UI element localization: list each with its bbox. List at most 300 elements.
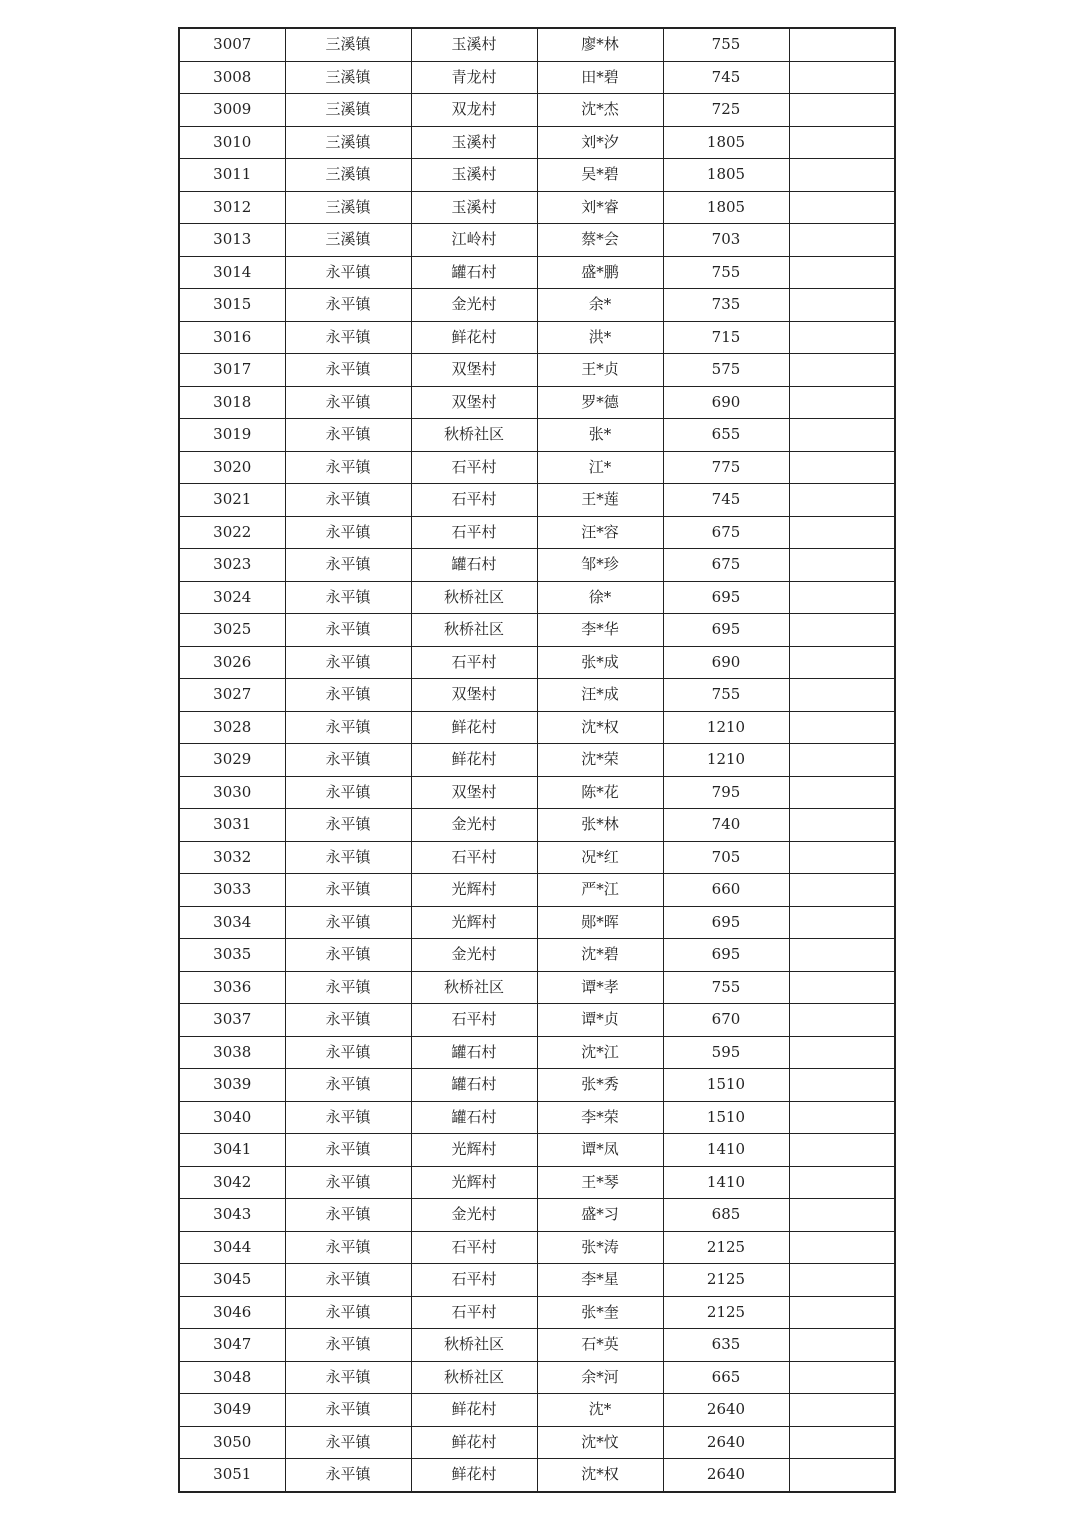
table-row (179, 419, 895, 452)
cell-village: 金光村 (411, 1199, 537, 1232)
cell-village: 秋桥社区 (411, 971, 537, 1004)
cell-person-name: 谭*孝 (537, 971, 663, 1004)
cell-amount: 1410 (663, 1134, 789, 1167)
table-row (179, 94, 895, 127)
cell-person-name: 余* (537, 289, 663, 322)
cell-note (789, 1296, 895, 1329)
cell-amount: 660 (663, 874, 789, 907)
cell-note (789, 1004, 895, 1037)
cell-town: 永平镇 (285, 971, 411, 1004)
cell-note (789, 191, 895, 224)
cell-town: 永平镇 (285, 1426, 411, 1459)
cell-village: 鲜花村 (411, 321, 537, 354)
table-row (179, 386, 895, 419)
cell-amount: 735 (663, 289, 789, 322)
cell-village: 玉溪村 (411, 28, 537, 61)
cell-person-name: 蔡*会 (537, 224, 663, 257)
cell-note (789, 549, 895, 582)
cell-amount: 1210 (663, 744, 789, 777)
cell-serial-number: 3042 (179, 1166, 285, 1199)
table-body (179, 28, 895, 1492)
cell-village: 石平村 (411, 1296, 537, 1329)
cell-amount: 1210 (663, 711, 789, 744)
cell-village: 玉溪村 (411, 159, 537, 192)
cell-person-name: 王*莲 (537, 484, 663, 517)
table-row (179, 549, 895, 582)
cell-town: 永平镇 (285, 1394, 411, 1427)
cell-town: 永平镇 (285, 874, 411, 907)
cell-town: 永平镇 (285, 646, 411, 679)
cell-village: 鲜花村 (411, 1426, 537, 1459)
cell-town: 永平镇 (285, 256, 411, 289)
cell-town: 永平镇 (285, 289, 411, 322)
cell-person-name: 汪*成 (537, 679, 663, 712)
cell-serial-number: 3026 (179, 646, 285, 679)
cell-amount: 703 (663, 224, 789, 257)
cell-person-name: 沈*江 (537, 1036, 663, 1069)
cell-note (789, 419, 895, 452)
table-row (179, 1394, 895, 1427)
cell-serial-number: 3049 (179, 1394, 285, 1427)
table-row (179, 354, 895, 387)
cell-village: 罐石村 (411, 1036, 537, 1069)
cell-town: 三溪镇 (285, 94, 411, 127)
cell-person-name: 石*英 (537, 1329, 663, 1362)
cell-note (789, 159, 895, 192)
cell-person-name: 吴*碧 (537, 159, 663, 192)
cell-note (789, 386, 895, 419)
cell-serial-number: 3045 (179, 1264, 285, 1297)
cell-person-name: 陈*花 (537, 776, 663, 809)
cell-person-name: 张*林 (537, 809, 663, 842)
cell-serial-number: 3031 (179, 809, 285, 842)
cell-person-name: 张*涛 (537, 1231, 663, 1264)
cell-person-name: 刘*汐 (537, 126, 663, 159)
table-row (179, 744, 895, 777)
cell-village: 秋桥社区 (411, 581, 537, 614)
cell-person-name: 李*荣 (537, 1101, 663, 1134)
cell-town: 永平镇 (285, 1004, 411, 1037)
cell-amount: 2640 (663, 1394, 789, 1427)
cell-person-name: 盛*习 (537, 1199, 663, 1232)
cell-serial-number: 3037 (179, 1004, 285, 1037)
cell-note (789, 484, 895, 517)
cell-amount: 775 (663, 451, 789, 484)
cell-town: 三溪镇 (285, 126, 411, 159)
cell-person-name: 况*红 (537, 841, 663, 874)
cell-note (789, 126, 895, 159)
cell-amount: 725 (663, 94, 789, 127)
cell-note (789, 1231, 895, 1264)
cell-person-name: 罗*德 (537, 386, 663, 419)
cell-town: 永平镇 (285, 809, 411, 842)
table-row (179, 939, 895, 972)
cell-village: 双堡村 (411, 679, 537, 712)
cell-note (789, 809, 895, 842)
document-page (178, 27, 894, 1493)
cell-person-name: 王*贞 (537, 354, 663, 387)
cell-note (789, 289, 895, 322)
cell-amount: 1510 (663, 1101, 789, 1134)
table-row (179, 256, 895, 289)
cell-amount: 695 (663, 906, 789, 939)
table-row (179, 1264, 895, 1297)
cell-serial-number: 3039 (179, 1069, 285, 1102)
cell-amount: 795 (663, 776, 789, 809)
cell-person-name: 盛*鹏 (537, 256, 663, 289)
cell-town: 永平镇 (285, 614, 411, 647)
cell-note (789, 94, 895, 127)
table-row (179, 191, 895, 224)
cell-town: 永平镇 (285, 1166, 411, 1199)
cell-amount: 675 (663, 549, 789, 582)
cell-town: 永平镇 (285, 939, 411, 972)
cell-amount: 665 (663, 1361, 789, 1394)
cell-note (789, 28, 895, 61)
cell-serial-number: 3047 (179, 1329, 285, 1362)
table-row (179, 679, 895, 712)
cell-person-name: 张*成 (537, 646, 663, 679)
table-row (179, 1296, 895, 1329)
table-row (179, 1459, 895, 1492)
cell-town: 三溪镇 (285, 159, 411, 192)
cell-amount: 755 (663, 679, 789, 712)
cell-amount: 755 (663, 971, 789, 1004)
cell-town: 永平镇 (285, 549, 411, 582)
cell-serial-number: 3048 (179, 1361, 285, 1394)
cell-serial-number: 3043 (179, 1199, 285, 1232)
cell-serial-number: 3016 (179, 321, 285, 354)
cell-village: 金光村 (411, 289, 537, 322)
cell-village: 石平村 (411, 1231, 537, 1264)
cell-note (789, 841, 895, 874)
cell-person-name: 沈*忟 (537, 1426, 663, 1459)
data-table (178, 27, 896, 1493)
cell-amount: 690 (663, 646, 789, 679)
cell-town: 永平镇 (285, 679, 411, 712)
cell-town: 永平镇 (285, 386, 411, 419)
cell-person-name: 王*琴 (537, 1166, 663, 1199)
cell-village: 鲜花村 (411, 744, 537, 777)
cell-town: 永平镇 (285, 711, 411, 744)
cell-town: 永平镇 (285, 1134, 411, 1167)
cell-village: 石平村 (411, 1264, 537, 1297)
cell-person-name: 李*华 (537, 614, 663, 647)
cell-serial-number: 3023 (179, 549, 285, 582)
cell-note (789, 1036, 895, 1069)
cell-serial-number: 3030 (179, 776, 285, 809)
table-row (179, 1361, 895, 1394)
cell-person-name: 江* (537, 451, 663, 484)
cell-amount: 715 (663, 321, 789, 354)
cell-amount: 2125 (663, 1264, 789, 1297)
cell-serial-number: 3011 (179, 159, 285, 192)
cell-amount: 695 (663, 939, 789, 972)
cell-note (789, 1166, 895, 1199)
cell-note (789, 516, 895, 549)
cell-serial-number: 3038 (179, 1036, 285, 1069)
cell-person-name: 沈*碧 (537, 939, 663, 972)
cell-amount: 2640 (663, 1426, 789, 1459)
cell-serial-number: 3022 (179, 516, 285, 549)
cell-amount: 690 (663, 386, 789, 419)
cell-serial-number: 3014 (179, 256, 285, 289)
cell-person-name: 沈* (537, 1394, 663, 1427)
cell-note (789, 256, 895, 289)
table-row (179, 1166, 895, 1199)
cell-village: 双堡村 (411, 354, 537, 387)
cell-serial-number: 3007 (179, 28, 285, 61)
cell-person-name: 谭*凤 (537, 1134, 663, 1167)
table-row (179, 906, 895, 939)
cell-amount: 755 (663, 28, 789, 61)
cell-note (789, 1329, 895, 1362)
cell-town: 永平镇 (285, 744, 411, 777)
cell-person-name: 田*碧 (537, 61, 663, 94)
cell-village: 玉溪村 (411, 191, 537, 224)
cell-note (789, 581, 895, 614)
table-row (179, 614, 895, 647)
cell-serial-number: 3018 (179, 386, 285, 419)
cell-note (789, 321, 895, 354)
cell-note (789, 224, 895, 257)
cell-person-name: 谭*贞 (537, 1004, 663, 1037)
cell-person-name: 沈*荣 (537, 744, 663, 777)
cell-town: 永平镇 (285, 1296, 411, 1329)
cell-amount: 695 (663, 581, 789, 614)
table-row (179, 224, 895, 257)
cell-village: 金光村 (411, 939, 537, 972)
cell-note (789, 939, 895, 972)
cell-amount: 1410 (663, 1166, 789, 1199)
table-row (179, 126, 895, 159)
table-row (179, 1329, 895, 1362)
cell-serial-number: 3020 (179, 451, 285, 484)
cell-person-name: 刘*睿 (537, 191, 663, 224)
cell-amount: 2125 (663, 1231, 789, 1264)
cell-village: 光辉村 (411, 906, 537, 939)
cell-town: 永平镇 (285, 451, 411, 484)
cell-town: 永平镇 (285, 1036, 411, 1069)
cell-village: 石平村 (411, 646, 537, 679)
cell-person-name: 廖*林 (537, 28, 663, 61)
cell-serial-number: 3008 (179, 61, 285, 94)
cell-village: 双堡村 (411, 386, 537, 419)
cell-town: 永平镇 (285, 1199, 411, 1232)
cell-person-name: 张* (537, 419, 663, 452)
cell-village: 光辉村 (411, 1166, 537, 1199)
cell-village: 江岭村 (411, 224, 537, 257)
cell-amount: 705 (663, 841, 789, 874)
cell-village: 石平村 (411, 484, 537, 517)
table-row (179, 1036, 895, 1069)
cell-town: 永平镇 (285, 1264, 411, 1297)
cell-town: 永平镇 (285, 776, 411, 809)
cell-town: 三溪镇 (285, 191, 411, 224)
cell-person-name: 沈*权 (537, 711, 663, 744)
cell-note (789, 776, 895, 809)
table-row (179, 1004, 895, 1037)
cell-village: 罐石村 (411, 256, 537, 289)
cell-town: 永平镇 (285, 1231, 411, 1264)
table-row (179, 841, 895, 874)
cell-amount: 595 (663, 1036, 789, 1069)
cell-serial-number: 3032 (179, 841, 285, 874)
cell-town: 永平镇 (285, 516, 411, 549)
cell-serial-number: 3044 (179, 1231, 285, 1264)
cell-person-name: 汪*容 (537, 516, 663, 549)
table-row (179, 874, 895, 907)
cell-village: 双龙村 (411, 94, 537, 127)
cell-village: 光辉村 (411, 874, 537, 907)
cell-note (789, 874, 895, 907)
cell-town: 永平镇 (285, 484, 411, 517)
cell-serial-number: 3015 (179, 289, 285, 322)
table-row (179, 1134, 895, 1167)
cell-amount: 655 (663, 419, 789, 452)
cell-village: 石平村 (411, 841, 537, 874)
cell-amount: 670 (663, 1004, 789, 1037)
cell-amount: 745 (663, 61, 789, 94)
cell-town: 三溪镇 (285, 224, 411, 257)
cell-village: 罐石村 (411, 1101, 537, 1134)
table-row (179, 1231, 895, 1264)
cell-serial-number: 3012 (179, 191, 285, 224)
cell-serial-number: 3013 (179, 224, 285, 257)
cell-amount: 675 (663, 516, 789, 549)
cell-amount: 685 (663, 1199, 789, 1232)
cell-person-name: 郧*晖 (537, 906, 663, 939)
cell-note (789, 1264, 895, 1297)
cell-village: 罐石村 (411, 549, 537, 582)
cell-serial-number: 3050 (179, 1426, 285, 1459)
cell-amount: 695 (663, 614, 789, 647)
table-row (179, 711, 895, 744)
cell-village: 秋桥社区 (411, 1361, 537, 1394)
cell-village: 鲜花村 (411, 1394, 537, 1427)
cell-town: 永平镇 (285, 1361, 411, 1394)
cell-note (789, 61, 895, 94)
cell-village: 秋桥社区 (411, 1329, 537, 1362)
cell-note (789, 614, 895, 647)
table-row (179, 484, 895, 517)
cell-town: 永平镇 (285, 1459, 411, 1492)
cell-serial-number: 3046 (179, 1296, 285, 1329)
cell-serial-number: 3021 (179, 484, 285, 517)
cell-town: 永平镇 (285, 1069, 411, 1102)
cell-person-name: 徐* (537, 581, 663, 614)
cell-note (789, 1134, 895, 1167)
table-row (179, 1199, 895, 1232)
cell-note (789, 354, 895, 387)
cell-town: 永平镇 (285, 354, 411, 387)
cell-note (789, 1459, 895, 1492)
cell-amount: 1805 (663, 191, 789, 224)
cell-person-name: 沈*杰 (537, 94, 663, 127)
table-row (179, 451, 895, 484)
cell-serial-number: 3034 (179, 906, 285, 939)
cell-village: 秋桥社区 (411, 419, 537, 452)
table-row (179, 61, 895, 94)
cell-amount: 1805 (663, 159, 789, 192)
cell-note (789, 906, 895, 939)
cell-town: 永平镇 (285, 419, 411, 452)
cell-note (789, 1426, 895, 1459)
cell-village: 石平村 (411, 1004, 537, 1037)
cell-village: 鲜花村 (411, 1459, 537, 1492)
cell-serial-number: 3010 (179, 126, 285, 159)
cell-serial-number: 3024 (179, 581, 285, 614)
cell-serial-number: 3028 (179, 711, 285, 744)
cell-amount: 1805 (663, 126, 789, 159)
table-row (179, 1426, 895, 1459)
cell-note (789, 679, 895, 712)
cell-amount: 635 (663, 1329, 789, 1362)
table-row (179, 1069, 895, 1102)
table-row (179, 289, 895, 322)
cell-town: 永平镇 (285, 906, 411, 939)
cell-person-name: 李*星 (537, 1264, 663, 1297)
cell-serial-number: 3040 (179, 1101, 285, 1134)
cell-town: 永平镇 (285, 1329, 411, 1362)
cell-person-name: 邹*珍 (537, 549, 663, 582)
cell-town: 永平镇 (285, 321, 411, 354)
cell-village: 石平村 (411, 516, 537, 549)
cell-amount: 575 (663, 354, 789, 387)
cell-serial-number: 3029 (179, 744, 285, 777)
cell-serial-number: 3017 (179, 354, 285, 387)
cell-town: 永平镇 (285, 1101, 411, 1134)
cell-serial-number: 3041 (179, 1134, 285, 1167)
table-row (179, 581, 895, 614)
cell-amount: 1510 (663, 1069, 789, 1102)
table-row (179, 321, 895, 354)
cell-person-name: 洪* (537, 321, 663, 354)
cell-amount: 2640 (663, 1459, 789, 1492)
cell-note (789, 971, 895, 1004)
cell-note (789, 1199, 895, 1232)
table-row (179, 1101, 895, 1134)
cell-person-name: 严*江 (537, 874, 663, 907)
cell-note (789, 1069, 895, 1102)
cell-amount: 740 (663, 809, 789, 842)
table-row (179, 516, 895, 549)
cell-person-name: 余*河 (537, 1361, 663, 1394)
cell-note (789, 1361, 895, 1394)
cell-serial-number: 3036 (179, 971, 285, 1004)
cell-note (789, 744, 895, 777)
cell-serial-number: 3033 (179, 874, 285, 907)
cell-town: 永平镇 (285, 581, 411, 614)
cell-note (789, 711, 895, 744)
table-row (179, 809, 895, 842)
cell-village: 秋桥社区 (411, 614, 537, 647)
cell-village: 罐石村 (411, 1069, 537, 1102)
cell-village: 青龙村 (411, 61, 537, 94)
cell-note (789, 1394, 895, 1427)
cell-serial-number: 3035 (179, 939, 285, 972)
cell-note (789, 1101, 895, 1134)
cell-person-name: 沈*权 (537, 1459, 663, 1492)
cell-amount: 745 (663, 484, 789, 517)
table-row (179, 28, 895, 61)
cell-serial-number: 3019 (179, 419, 285, 452)
cell-village: 鲜花村 (411, 711, 537, 744)
cell-village: 玉溪村 (411, 126, 537, 159)
cell-amount: 2125 (663, 1296, 789, 1329)
cell-village: 双堡村 (411, 776, 537, 809)
cell-village: 石平村 (411, 451, 537, 484)
